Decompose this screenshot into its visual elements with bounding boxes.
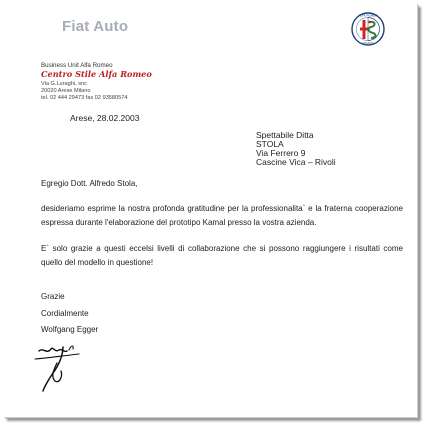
letter-page bbox=[4, 4, 418, 418]
logo-bottom-text: MILANO bbox=[362, 41, 374, 45]
centro-stile-wordmark: Centro Stile Alfa Romeo bbox=[41, 69, 152, 79]
address-street: Via G.Luraghi, snc bbox=[41, 81, 87, 87]
closing-thanks: Grazie bbox=[41, 292, 65, 301]
signatory-name: Wolfgang Egger bbox=[41, 325, 99, 334]
phone-fax: tel. 02 444 29473 fax 02 93580574 bbox=[41, 95, 128, 101]
recipient-line: Spettabile Ditta bbox=[256, 130, 314, 140]
letter-date: Arese, 28.02.2003 bbox=[70, 113, 140, 123]
recipient-line: Cascine Vica – Rivoli bbox=[256, 157, 336, 167]
brand-title: Fiat Auto bbox=[62, 18, 129, 35]
recipient-line: Via Ferrero 9 bbox=[256, 148, 306, 158]
business-unit: Business Unit Alfa Romeo bbox=[41, 62, 113, 69]
body-paragraph: desideriamo esprime la nostra profonda gratitudine per la professionalita` e la fraterna cooperazione espressa durante l'elaborazione del prototipo Kamal presso la vostra azienda. bbox=[41, 204, 403, 227]
salutation: Egregio Dott. Alfredo Stola, bbox=[41, 179, 138, 188]
logo-top-text: ALFA ROMEO bbox=[358, 13, 378, 18]
recipient-line: STOLA bbox=[256, 139, 284, 149]
closing-regards: Cordialmente bbox=[41, 309, 89, 318]
handwritten-signature bbox=[33, 341, 91, 396]
alfa-romeo-logo bbox=[351, 12, 385, 46]
body-paragraph: E` solo grazie a questi eccelsi livelli di collaborazione che si possono raggiungere i risultati come quello del modello in questione! bbox=[41, 244, 403, 267]
address-city: 20020 Arese Milano bbox=[41, 88, 91, 94]
